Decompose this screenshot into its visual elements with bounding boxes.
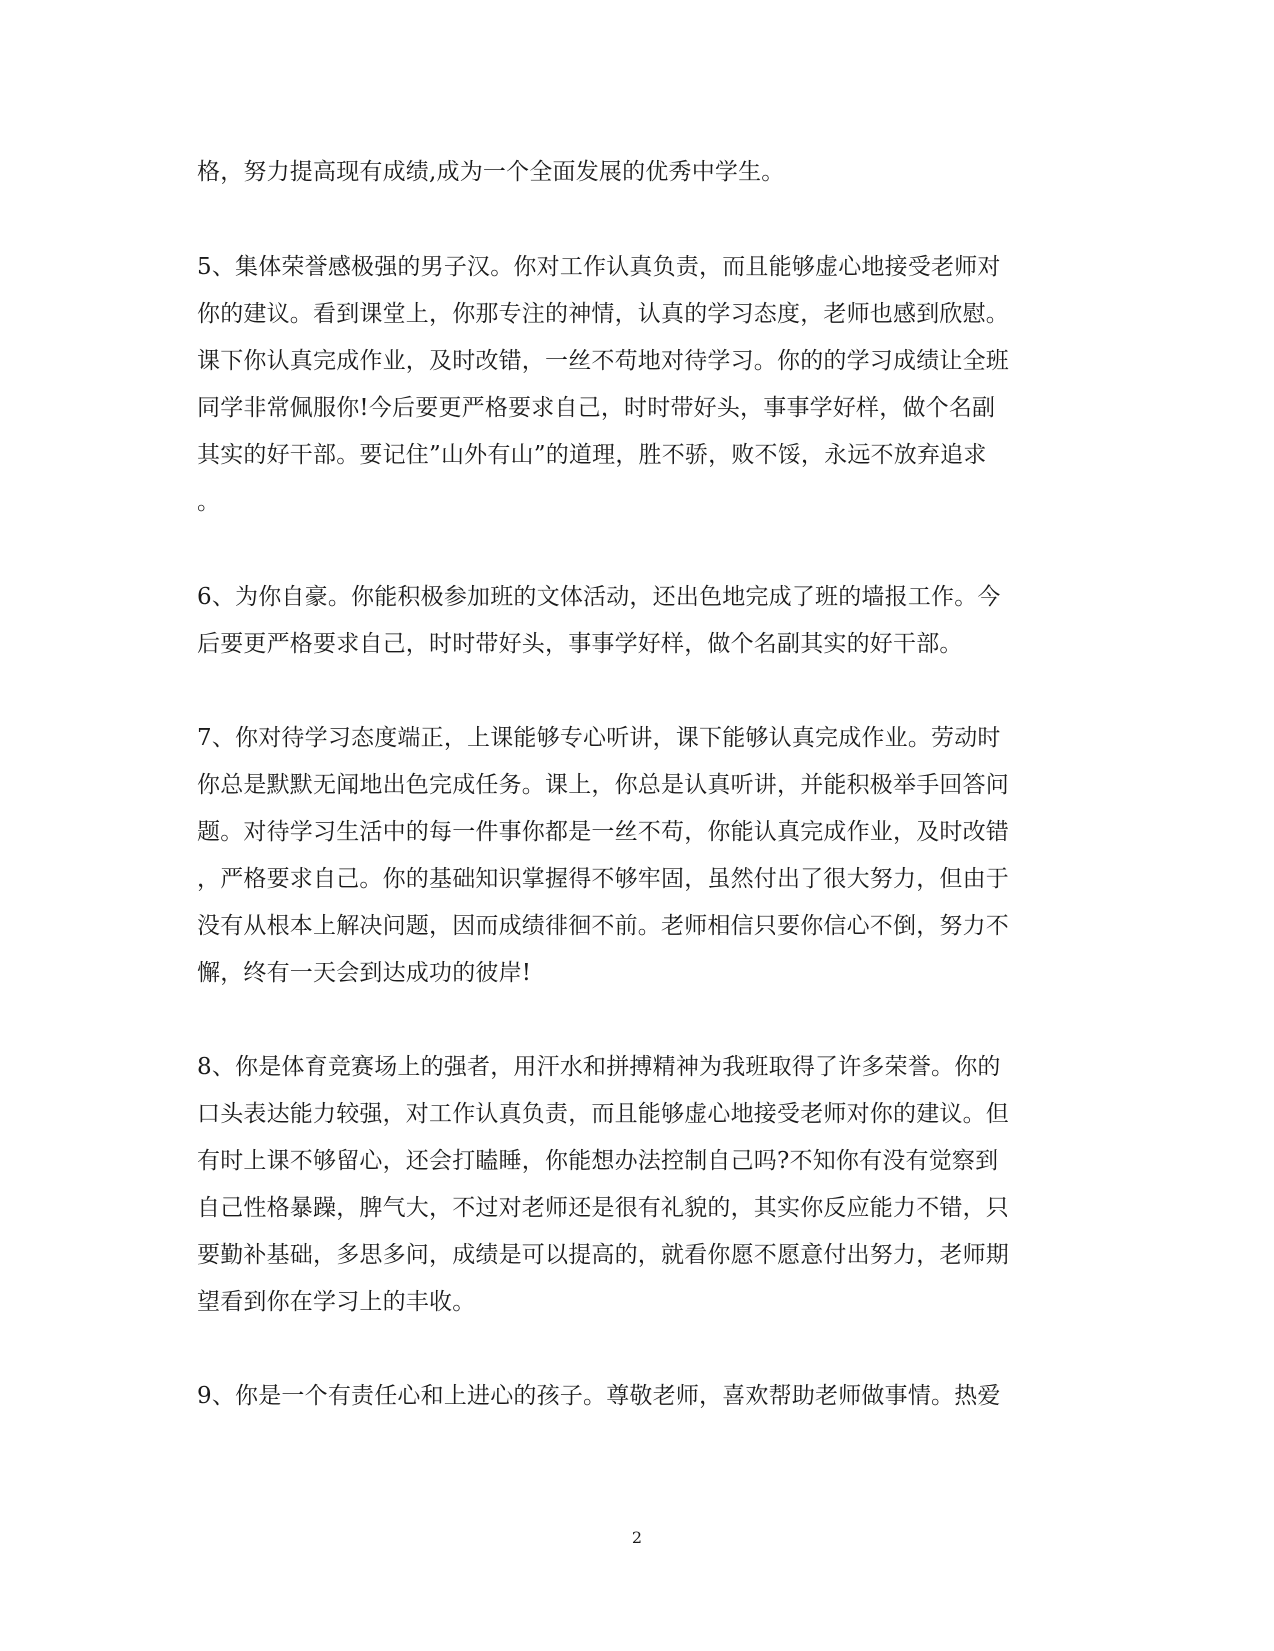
text-line: 8、你是体育竞赛场上的强者，用汗水和拼搏精神为我班取得了许多荣誉。你的	[197, 1054, 1001, 1080]
text-line: 望看到你在学习上的丰收。	[197, 1289, 476, 1315]
text-line: 自己性格暴躁，脾气大，不过对老师还是很有礼貌的，其实你反应能力不错，只	[197, 1195, 1009, 1221]
text-line: 5、集体荣誉感极强的男子汉。你对工作认真负责，而且能够虚心地接受老师对	[197, 254, 1001, 280]
text-line: 6、为你自豪。你能积极参加班的文体活动，还出色地完成了班的墙报工作。今	[197, 584, 1001, 610]
text-line: 口头表达能力较强，对工作认真负责，而且能够虚心地接受老师对你的建议。但	[197, 1101, 1009, 1127]
text-line: 课下你认真完成作业，及时改错，一丝不苟地对待学习。你的的学习成绩让全班	[197, 348, 1009, 374]
text-line: ，严格要求自己。你的基础知识掌握得不够牢固，虽然付出了很大努力，但由于	[197, 866, 1009, 892]
text-line: 没有从根本上解决问题，因而成绩徘徊不前。老师相信只要你信心不倒，努力不	[197, 913, 1009, 939]
text-line: 9、你是一个有责任心和上进心的孩子。尊敬老师，喜欢帮助老师做事情。热爱	[197, 1383, 1001, 1409]
text-line: 7、你对待学习态度端正，上课能够专心听讲，课下能够认真完成作业。劳动时	[197, 725, 1001, 751]
text-line: 题。对待学习生活中的每一件事你都是一丝不苟，你能认真完成作业，及时改错	[197, 819, 1009, 845]
page-number: 2	[631, 1528, 643, 1547]
text-line: 其实的好干部。要记住”山外有山”的道理，胜不骄，败不馁，永远不放弃追求	[197, 442, 987, 468]
text-line: 有时上课不够留心，还会打瞌睡，你能想办法控制自己吗?不知你有没有觉察到	[197, 1148, 999, 1174]
text-line: 。	[197, 489, 221, 515]
text-line: 格，努力提高现有成绩,成为一个全面发展的优秀中学生。	[197, 159, 785, 185]
text-line: 要勤补基础，多思多问，成绩是可以提高的，就看你愿不愿意付出努力，老师期	[197, 1242, 1009, 1268]
text-line: 后要更严格要求自己，时时带好头，事事学好样，做个名副其实的好干部。	[197, 631, 963, 657]
text-line: 懈，终有一天会到达成功的彼岸!	[197, 960, 532, 986]
text-line: 同学非常佩服你!今后要更严格要求自己，时时带好头，事事学好样，做个名副	[197, 395, 996, 421]
text-line: 你总是默默无闻地出色完成任务。课上，你总是认真听讲，并能积极举手回答问	[197, 772, 1009, 798]
text-line: 你的建议。看到课堂上，你那专注的神情，认真的学习态度，老师也感到欣慰。	[197, 301, 1009, 327]
